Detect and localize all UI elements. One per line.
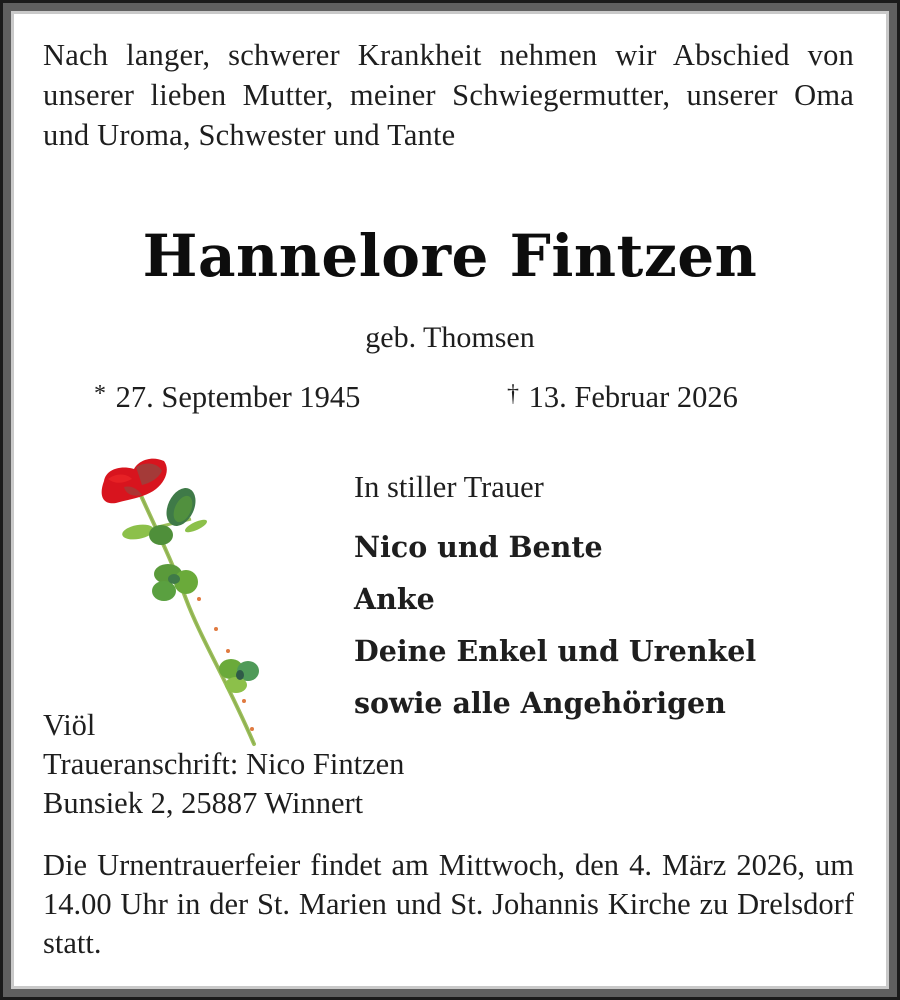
intro-text: Nach langer, schwerer Krankheit nehmen wir Abschied von unserer lieben Mutter, meiner Schwiegermutter, unserer Oma und Uroma, Schwester und Tante xyxy=(43,38,854,152)
deceased-name: Hannelore Fintzen xyxy=(142,222,758,290)
address-label: Traueranschrift: Nico Fintzen xyxy=(43,747,405,781)
address-street: Bunsiek 2, 25887 Winnert xyxy=(43,786,364,820)
death-date-line xyxy=(507,380,738,415)
mourners-lead: In stiller Trauer xyxy=(354,470,544,504)
red-rose-icon xyxy=(76,439,276,749)
maiden-name: geb. Thomsen xyxy=(365,321,535,354)
mourning-address xyxy=(43,706,404,823)
mourner-name: Anke xyxy=(354,582,435,616)
mourner-name: Deine Enkel und Urenkel xyxy=(354,634,757,668)
notice-frame-inner-line xyxy=(11,11,889,989)
notice-frame-band xyxy=(3,3,897,997)
mourners-block xyxy=(354,467,756,729)
obituary-notice xyxy=(14,14,886,986)
birth-date: 27. September 1945 xyxy=(115,380,361,414)
death-date: 13. Februar 2026 xyxy=(528,380,738,414)
place-name: Viöl xyxy=(43,708,96,742)
mourner-name: sowie alle Angehörigen xyxy=(354,686,726,720)
mourner-name: Nico und Bente xyxy=(354,530,603,564)
birth-star-icon: * xyxy=(94,381,106,407)
ceremony-text: Die Urnentrauerfeier findet am Mittwoch, den 4. März 2026, um 14.00 Uhr in der St. Marien und St. Johannis Kirche zu Drelsdorf statt. xyxy=(43,848,854,960)
birth-date-line xyxy=(94,380,360,415)
death-cross-icon: † xyxy=(507,381,519,407)
